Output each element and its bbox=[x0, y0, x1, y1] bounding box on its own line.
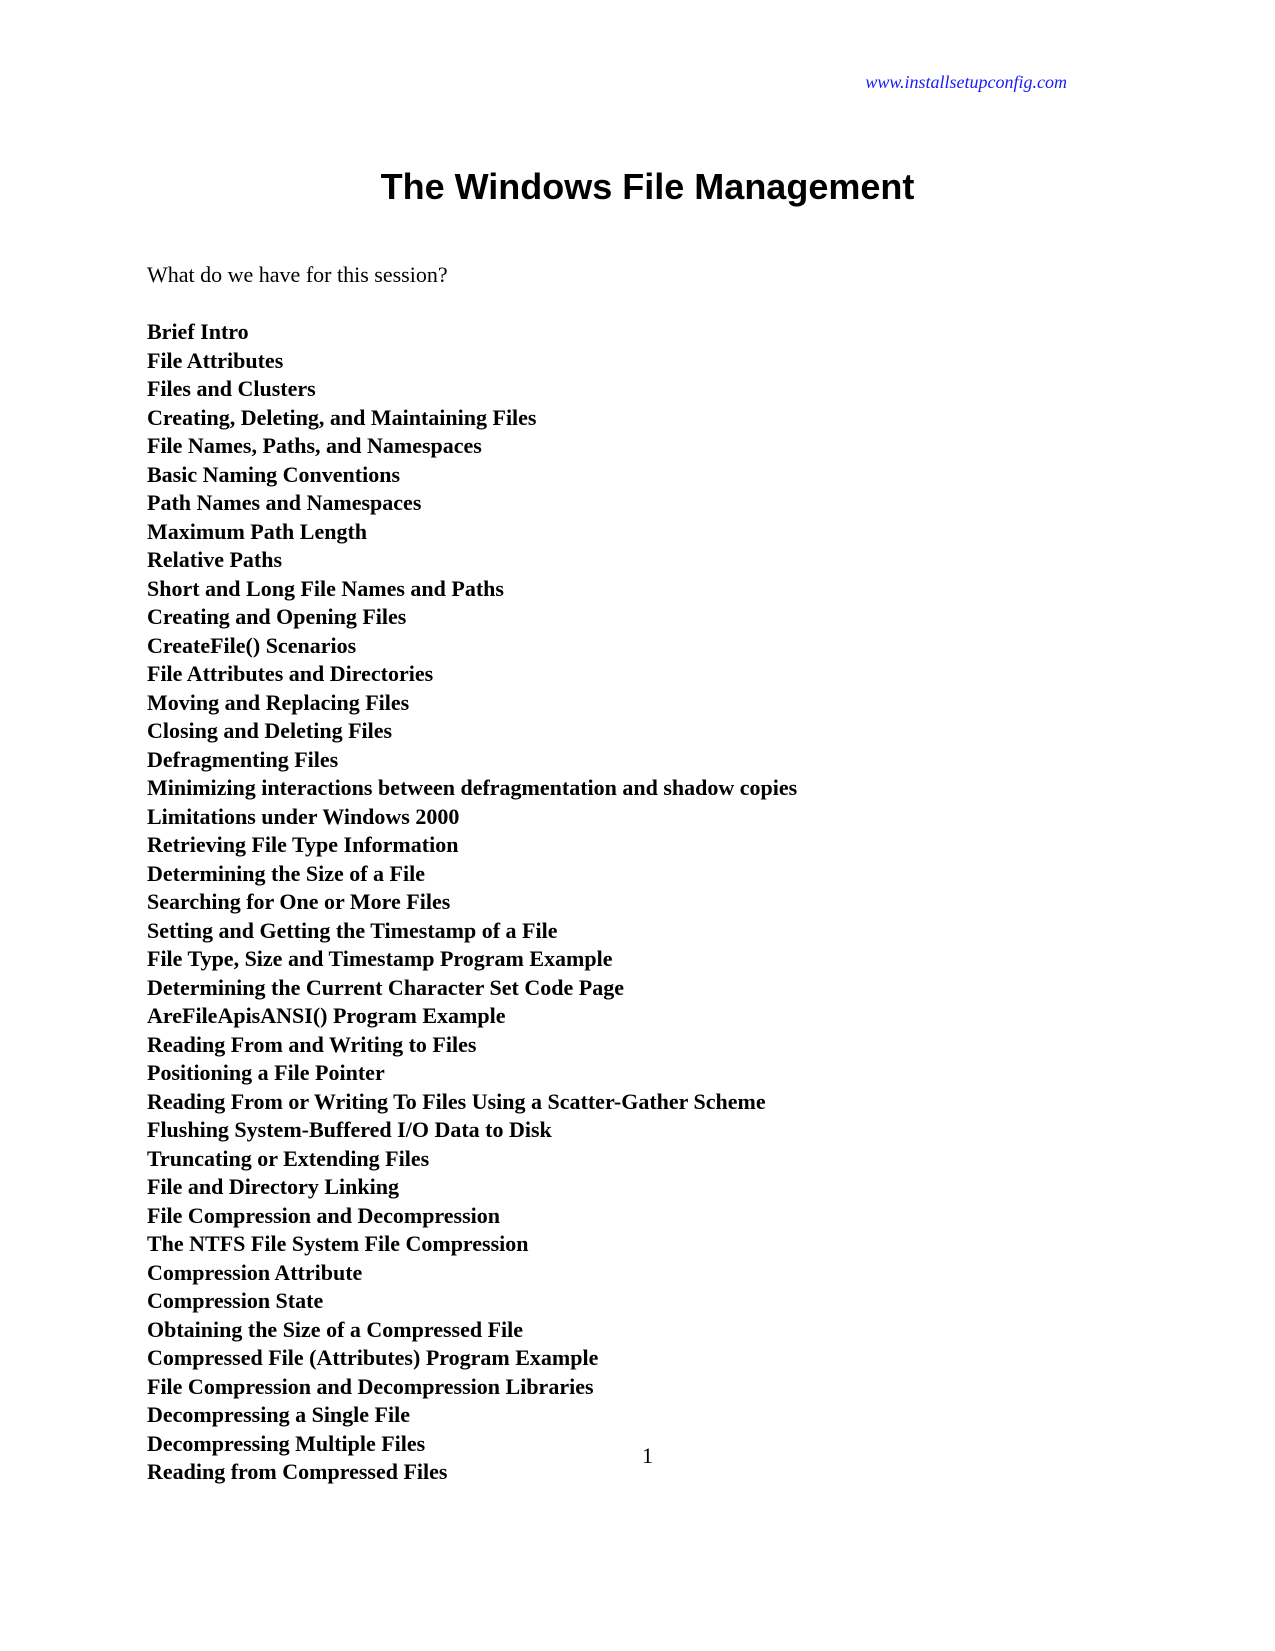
toc-item: Compression State bbox=[147, 1288, 324, 1313]
toc-item: File Type, Size and Timestamp Program Example bbox=[147, 946, 613, 971]
toc-item: Limitations under Windows 2000 bbox=[147, 803, 460, 829]
toc-item: Decompressing a Single File bbox=[147, 1402, 410, 1427]
toc-item: File Attributes and Directories bbox=[147, 661, 434, 686]
toc-item: Truncating or Extending Files bbox=[147, 1145, 430, 1171]
toc-item: Setting and Getting the Timestamp of a File bbox=[147, 917, 558, 943]
toc-item: File and Directory Linking bbox=[147, 1174, 399, 1199]
intro-text: What do we have for this session? bbox=[147, 262, 448, 287]
toc-item: Closing and Deleting Files bbox=[147, 718, 393, 743]
toc-item: Files and Clusters bbox=[147, 376, 316, 401]
toc-item: Compressed File (Attributes) Program Example bbox=[147, 1345, 599, 1370]
toc-item: Reading From and Writing to Files bbox=[147, 1031, 477, 1057]
toc-item: Compression Attribute bbox=[147, 1259, 363, 1285]
toc-item: File Attributes bbox=[147, 347, 284, 373]
toc-item: Relative Paths bbox=[147, 547, 283, 572]
toc-item: File Names, Paths, and Namespaces bbox=[147, 433, 482, 458]
page-title: The Windows File Management bbox=[380, 166, 915, 207]
toc-item: Maximum Path Length bbox=[147, 518, 367, 544]
toc-item: Decompressing Multiple Files bbox=[147, 1430, 426, 1456]
toc-item: Basic Naming Conventions bbox=[147, 461, 401, 487]
toc-item: Creating and Opening Files bbox=[147, 604, 407, 629]
page-number: 1 bbox=[642, 1443, 653, 1468]
toc-item: Short and Long File Names and Paths bbox=[147, 575, 504, 601]
toc-item: Moving and Replacing Files bbox=[147, 689, 410, 715]
toc-item: Reading From or Writing To Files Using a Scatter-Gather Scheme bbox=[147, 1088, 766, 1114]
toc-item: Creating, Deleting, and Maintaining Files bbox=[147, 404, 537, 430]
toc-item: Brief Intro bbox=[147, 319, 249, 344]
toc-item: Minimizing interactions between defragmentation and shadow copies bbox=[147, 775, 798, 800]
toc-item: Path Names and Namespaces bbox=[147, 490, 422, 515]
toc-item: Determining the Current Character Set Code Page bbox=[147, 974, 624, 1000]
toc-item: AreFileApisANSI() Program Example bbox=[147, 1003, 506, 1028]
toc-item: Flushing System-Buffered I/O Data to Disk bbox=[147, 1117, 552, 1142]
toc-item: File Compression and Decompression bbox=[147, 1202, 501, 1228]
toc-item: Obtaining the Size of a Compressed File bbox=[147, 1316, 524, 1342]
toc-item: Reading from Compressed Files bbox=[147, 1459, 448, 1484]
toc-item: Positioning a File Pointer bbox=[147, 1060, 385, 1085]
toc-item: Retrieving File Type Information bbox=[147, 832, 459, 857]
toc-item: Defragmenting Files bbox=[147, 746, 339, 772]
website-link[interactable]: www.installsetupconfig.com bbox=[865, 72, 1067, 92]
toc-item: File Compression and Decompression Libraries bbox=[147, 1373, 594, 1399]
toc-item: The NTFS File System File Compression bbox=[147, 1231, 529, 1256]
toc-item: Searching for One or More Files bbox=[147, 889, 451, 914]
toc-item: CreateFile() Scenarios bbox=[147, 632, 357, 658]
toc-item: Determining the Size of a File bbox=[147, 860, 425, 886]
table-of-contents bbox=[147, 318, 797, 1487]
